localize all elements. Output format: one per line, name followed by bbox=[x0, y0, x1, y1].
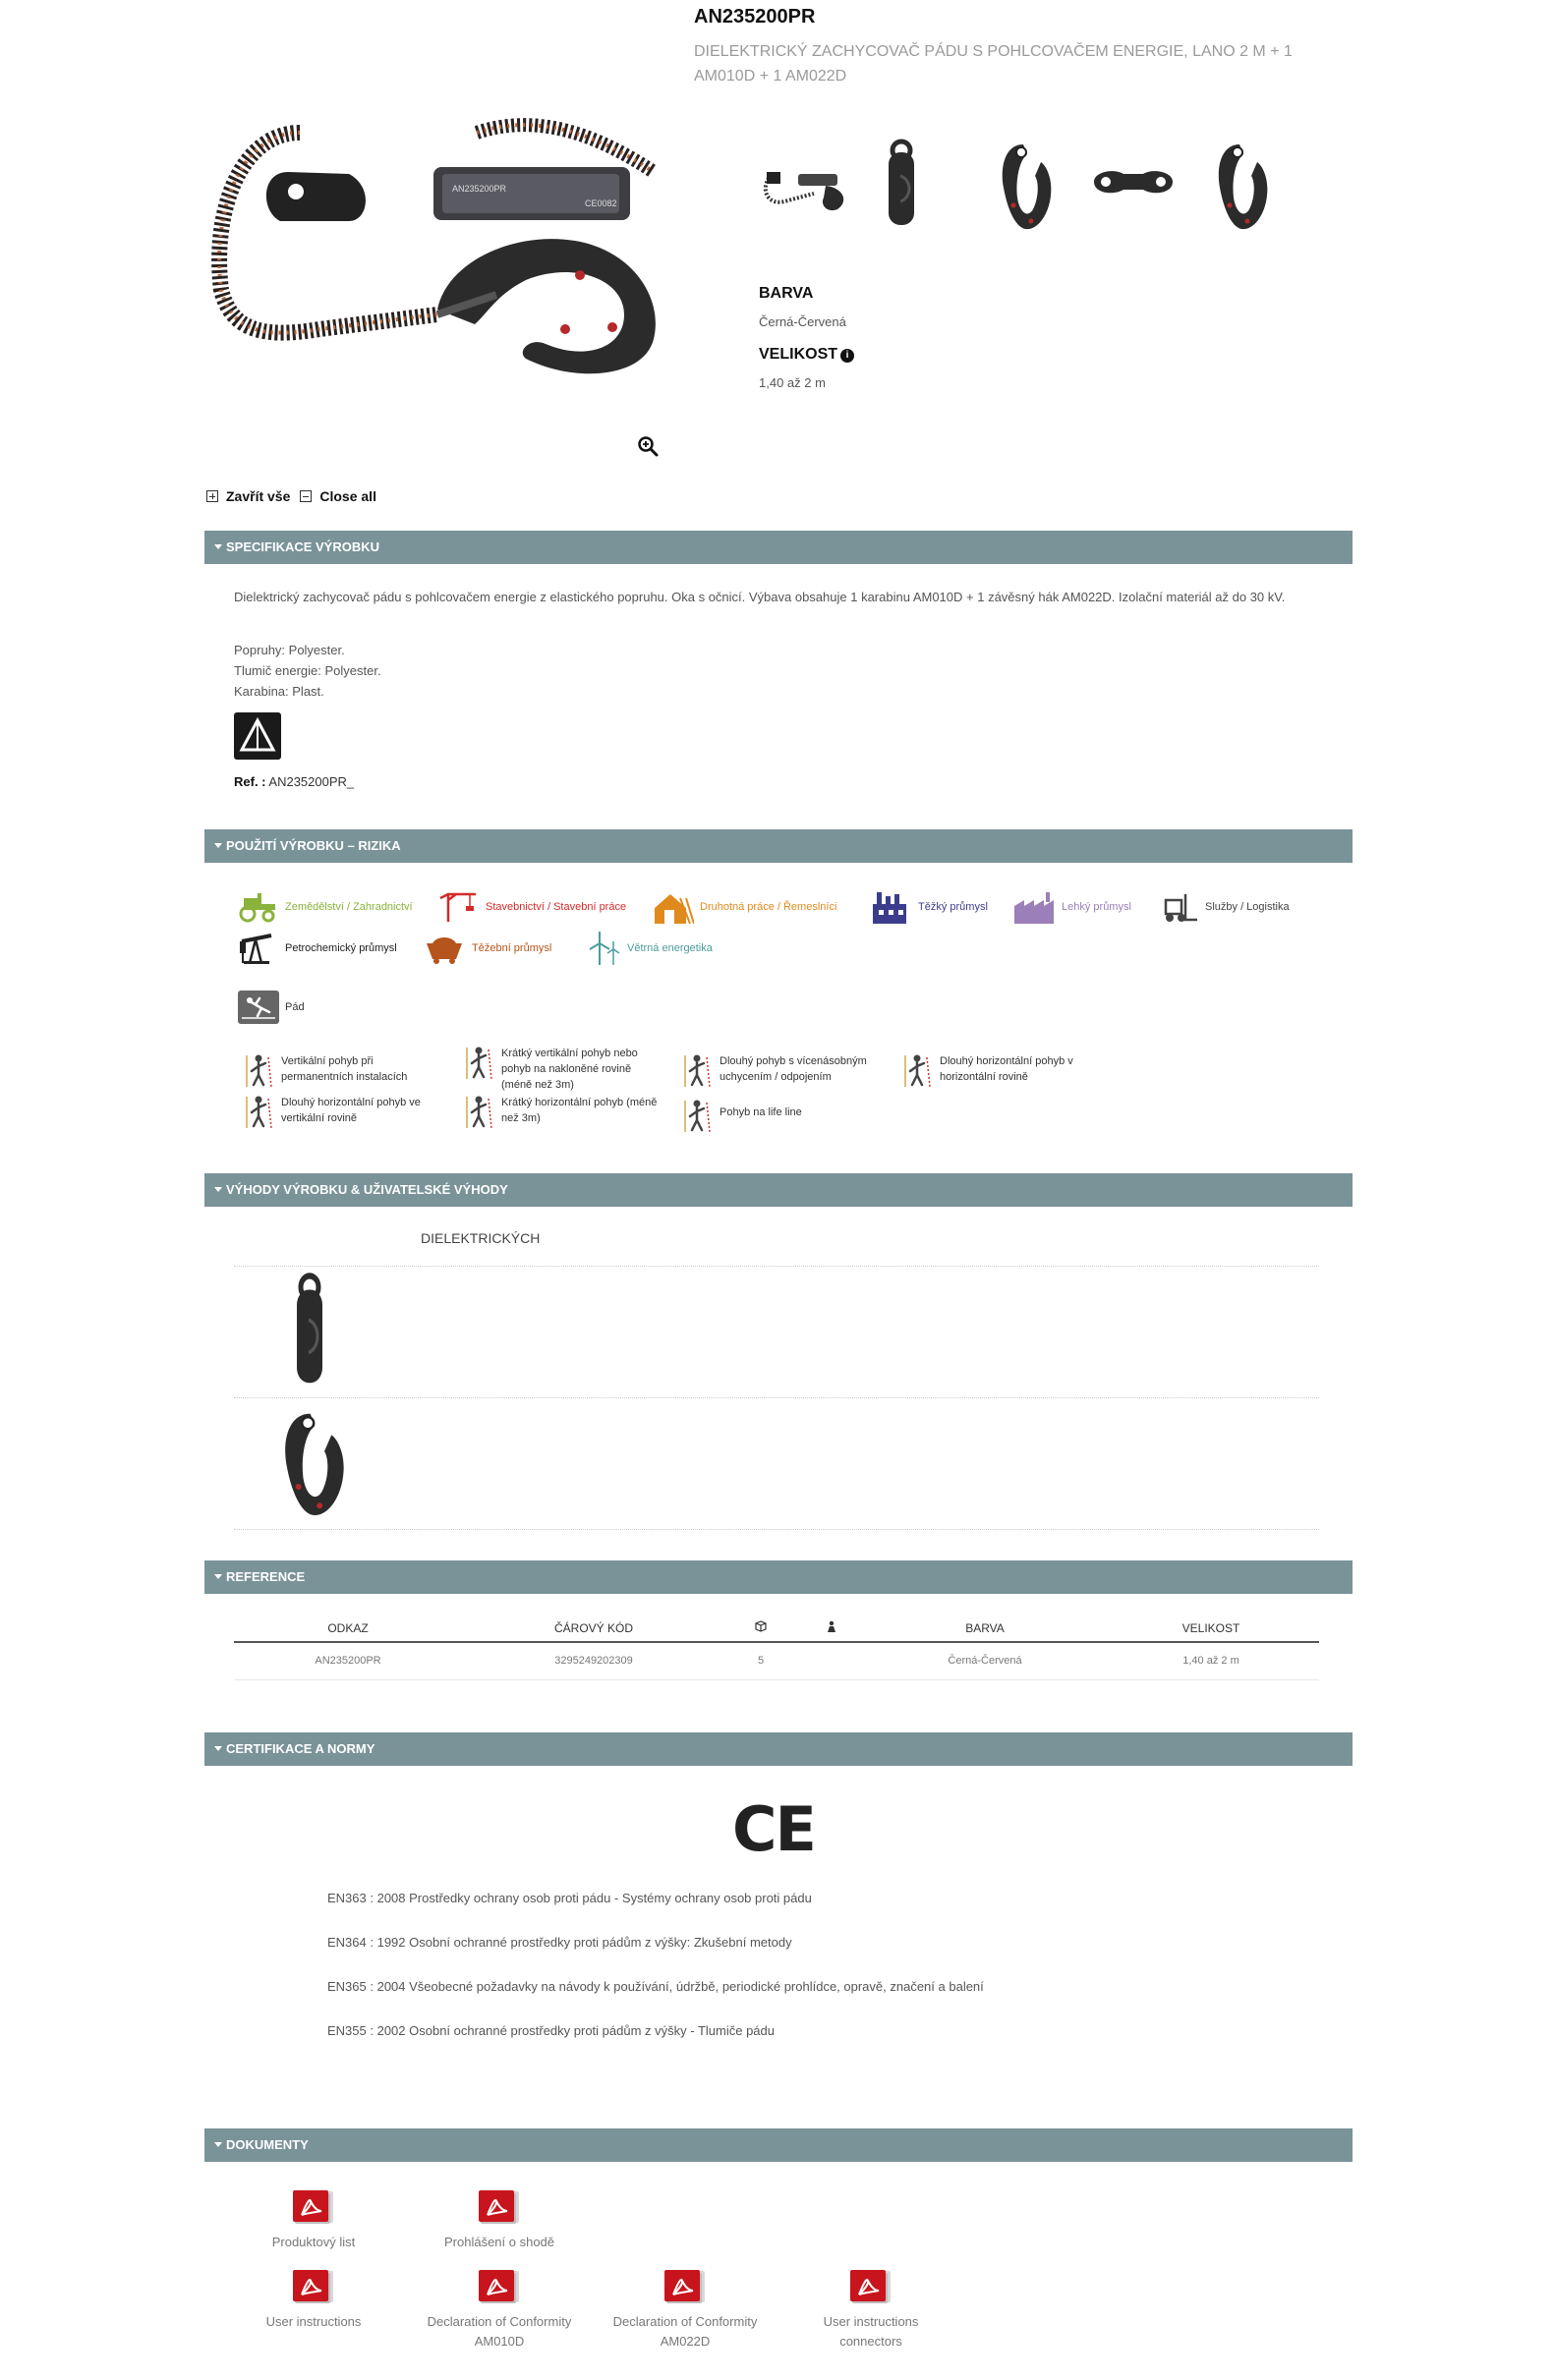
fall-icon bbox=[238, 991, 279, 1024]
movement-vertical-permanent bbox=[244, 1053, 440, 1089]
product-title: DIELEKTRICKÝ ZACHYCOVAČ PÁDU S POHLCOVAČEM ENERGIE, LANO 2 M + 1 AM010D + 1 AM022D bbox=[694, 43, 1293, 85]
document-label: Prohlášení o shodě bbox=[443, 2235, 555, 2249]
movement-horizontal-vertical bbox=[244, 1095, 440, 1130]
light-factory-icon bbox=[1012, 890, 1056, 924]
movement-horizontal-plane bbox=[902, 1053, 1099, 1089]
vertical-movement-icon bbox=[244, 1053, 273, 1089]
spec-ref-value: AN235200PR_ bbox=[268, 774, 355, 789]
color-value: Černá-Červená bbox=[759, 314, 846, 329]
risk-label: Zemědělství / Zahradnictví bbox=[285, 901, 413, 913]
product-main-image[interactable] bbox=[202, 93, 668, 388]
collapse-all-label: Close all bbox=[319, 488, 376, 504]
movement-label: Vertikální pohyb při permanentních instalacích bbox=[281, 1055, 408, 1083]
minus-square-icon bbox=[300, 490, 312, 502]
horizontal-plane-icon bbox=[902, 1053, 932, 1089]
divider bbox=[234, 1529, 1319, 1530]
section-header-certification[interactable]: CERTIFIKACE A NORMY bbox=[204, 1732, 1353, 1766]
spec-material-2: Tlumič energie: Polyester. bbox=[234, 663, 381, 678]
risk-petrochemical bbox=[236, 932, 397, 965]
movement-label: Pohyb na life line bbox=[720, 1106, 802, 1118]
snap-hook-thumb-icon[interactable] bbox=[873, 133, 971, 239]
risk-label: Petrochemický průmysl bbox=[285, 942, 397, 954]
mine-cart-icon bbox=[423, 932, 466, 965]
movement-short-horizontal bbox=[464, 1095, 661, 1130]
multiple-anchor-icon bbox=[682, 1053, 712, 1089]
col-ref: ODKAZ bbox=[234, 1615, 462, 1642]
expand-all-button[interactable] bbox=[206, 488, 290, 504]
risk-logistics bbox=[1156, 890, 1290, 924]
section-header-reference[interactable]: REFERENCE bbox=[204, 1560, 1353, 1594]
advantage-text: DIELEKTRICKÝCH bbox=[421, 1230, 541, 1246]
section-toggles bbox=[206, 488, 386, 504]
section-header-usage[interactable]: POUŽITÍ VÝROBKU – RIZIKA bbox=[204, 829, 1353, 863]
pdf-icon bbox=[849, 2269, 893, 2304]
col-color: BARVA bbox=[867, 1615, 1103, 1642]
document-label: User instructions bbox=[265, 2314, 362, 2329]
risk-label: Těžký průmysl bbox=[918, 901, 988, 913]
risk-mining bbox=[423, 932, 551, 965]
product-ref: AN235200PR bbox=[694, 6, 816, 28]
risk-heavy-industry bbox=[869, 890, 988, 924]
lanyard-thumb-icon[interactable] bbox=[755, 133, 853, 239]
risk-label: Stavebnictví / Stavební práce bbox=[486, 901, 627, 913]
document-label: Produktový list bbox=[271, 2235, 356, 2249]
document-user-instructions[interactable] bbox=[220, 2269, 407, 2332]
spec-ref bbox=[234, 774, 354, 789]
document-conformity-am010d[interactable] bbox=[406, 2269, 593, 2352]
movement-label: Dlouhý horizontální pohyb v horizontální rovině bbox=[940, 1055, 1073, 1083]
risk-label: Druhotná práce / Řemeslníci bbox=[700, 901, 837, 913]
oil-pump-icon bbox=[236, 932, 279, 965]
pdf-icon bbox=[478, 2189, 521, 2225]
movement-label: Dlouhý pohyb s vícenásobným uchycením / odpojením bbox=[720, 1055, 867, 1083]
person-icon bbox=[826, 1620, 837, 1632]
size-value: 1,40 až 2 m bbox=[759, 375, 826, 390]
size-label bbox=[759, 346, 854, 364]
risk-craftsmen bbox=[651, 890, 836, 924]
scaffold-hook-image bbox=[265, 1403, 360, 1528]
movement-multiple-anchor bbox=[682, 1053, 889, 1089]
svg-text:AN235200PR: AN235200PR bbox=[452, 184, 507, 194]
short-horizontal-icon bbox=[464, 1095, 493, 1130]
cell-person bbox=[796, 1642, 867, 1679]
document-label: Declaration of Conformity bbox=[427, 2314, 572, 2329]
document-sublabel: AM022D bbox=[660, 2334, 711, 2349]
movement-short-vertical bbox=[464, 1046, 661, 1093]
section-header-documents[interactable]: DOKUMENTY bbox=[204, 2128, 1353, 2162]
info-icon[interactable]: i bbox=[840, 349, 854, 363]
divider bbox=[234, 1266, 1319, 1267]
movement-label: Krátký vertikální pohyb nebo pohyb na nakloněné rovině (méně než 3m) bbox=[501, 1048, 638, 1091]
risk-label: Služby / Logistika bbox=[1205, 901, 1290, 913]
col-barcode: ČÁROVÝ KÓD bbox=[462, 1615, 725, 1642]
risk-construction bbox=[436, 890, 626, 924]
cell-color: Černá-Červená bbox=[867, 1642, 1103, 1679]
cell-barcode: 3295249202309 bbox=[462, 1642, 725, 1679]
risk-agriculture bbox=[236, 890, 413, 924]
risk-wind-energy bbox=[578, 932, 713, 965]
fall-label: Pád bbox=[285, 1001, 305, 1013]
spec-ref-label: Ref. : bbox=[234, 774, 266, 789]
document-label: User instructions bbox=[823, 2314, 919, 2329]
divider bbox=[234, 1397, 1319, 1398]
norm-en363: EN363 : 2008 Prostředky ochrany osob proti pádu - Systémy ochrany osob proti pádu bbox=[327, 1891, 812, 1905]
crane-icon bbox=[436, 890, 480, 924]
movement-label: Dlouhý horizontální pohyb ve vertikální rovině bbox=[281, 1097, 421, 1124]
horizontal-vertical-icon bbox=[244, 1095, 273, 1130]
double-hook-thumb-icon[interactable] bbox=[1084, 133, 1182, 239]
section-header-spec[interactable]: SPECIFIKACE VÝROBKU bbox=[204, 531, 1353, 564]
scaffold-hook-thumb-icon[interactable] bbox=[986, 133, 1084, 239]
movement-label: Krátký horizontální pohyb (méně než 3m) bbox=[501, 1097, 658, 1124]
movement-life-line bbox=[682, 1099, 879, 1134]
wind-turbine-icon bbox=[578, 932, 621, 965]
document-label: Declaration of Conformity bbox=[612, 2314, 758, 2329]
heavy-factory-icon bbox=[869, 890, 912, 924]
section-header-advantages[interactable]: VÝHODY VÝROBKU & UŽIVATELSKÉ VÝHODY bbox=[204, 1173, 1353, 1207]
pdf-icon bbox=[663, 2269, 707, 2304]
delta-plus-logo bbox=[234, 712, 281, 760]
pdf-icon bbox=[292, 2189, 335, 2225]
size-label-text: VELIKOST bbox=[759, 346, 838, 363]
document-conformity-am022d[interactable] bbox=[592, 2269, 778, 2352]
spec-material-1: Popruhy: Polyester. bbox=[234, 643, 345, 657]
pdf-icon bbox=[292, 2269, 335, 2304]
life-line-icon bbox=[682, 1099, 712, 1134]
risk-light-industry bbox=[1012, 890, 1131, 924]
cell-ref: AN235200PR bbox=[234, 1642, 462, 1679]
hook-side-thumb-icon[interactable] bbox=[1202, 133, 1300, 239]
document-declaration-conformity[interactable] bbox=[406, 2189, 593, 2252]
col-box bbox=[725, 1615, 796, 1642]
snap-hook-image bbox=[281, 1270, 340, 1400]
expand-all-label: Zavřít vše bbox=[226, 488, 291, 504]
color-label: BARVA bbox=[759, 285, 814, 302]
plus-square-icon bbox=[206, 490, 218, 502]
risk-label: Těžební průmysl bbox=[472, 942, 552, 954]
ce-mark: CE bbox=[732, 1793, 815, 1865]
spec-description: Dielektrický zachycovač pádu s pohlcovačem energie z elastického popruhu. Oka s očnicí. Výbava obsahuje 1 karabinu AM010D + 1 závěsný hák AM022D. Izolační materiál až do 30 kV. bbox=[234, 590, 1286, 604]
norm-en365: EN365 : 2004 Všeobecné požadavky na návody k používání, údržbě, periodické prohlídce, opravě, značení a balení bbox=[327, 1979, 984, 1994]
collapse-all-button[interactable] bbox=[300, 488, 376, 504]
tractor-icon bbox=[236, 890, 279, 924]
document-user-instructions-connectors[interactable] bbox=[778, 2269, 964, 2352]
risk-label: Lehký průmysl bbox=[1062, 901, 1131, 913]
col-size: VELIKOST bbox=[1103, 1615, 1319, 1642]
cell-box: 5 bbox=[725, 1642, 796, 1679]
spec-material-3: Karabina: Plast. bbox=[234, 684, 324, 699]
box-icon bbox=[755, 1620, 767, 1632]
table-row bbox=[234, 1642, 1319, 1679]
cell-size: 1,40 až 2 m bbox=[1103, 1642, 1319, 1679]
risk-label: Větrná energetika bbox=[627, 942, 713, 954]
reference-table bbox=[234, 1615, 1319, 1680]
norm-en355: EN355 : 2002 Osobní ochranné prostředky proti pádům z výšky - Tlumiče pádu bbox=[327, 2023, 775, 2038]
house-ladder-icon bbox=[651, 890, 694, 924]
risk-fall bbox=[238, 991, 305, 1024]
short-vertical-icon bbox=[464, 1046, 493, 1081]
document-sublabel: connectors bbox=[839, 2334, 902, 2349]
document-product-sheet[interactable] bbox=[220, 2189, 407, 2252]
pdf-icon bbox=[478, 2269, 521, 2304]
document-sublabel: AM010D bbox=[474, 2334, 525, 2349]
forklift-icon bbox=[1156, 890, 1199, 924]
svg-text:CE0082: CE0082 bbox=[585, 198, 617, 208]
zoom-icon[interactable] bbox=[637, 435, 659, 457]
col-person bbox=[796, 1615, 867, 1642]
norm-en364: EN364 : 1992 Osobní ochranné prostředky proti pádům z výšky: Zkušební metody bbox=[327, 1935, 792, 1950]
table-header-row bbox=[234, 1615, 1319, 1642]
